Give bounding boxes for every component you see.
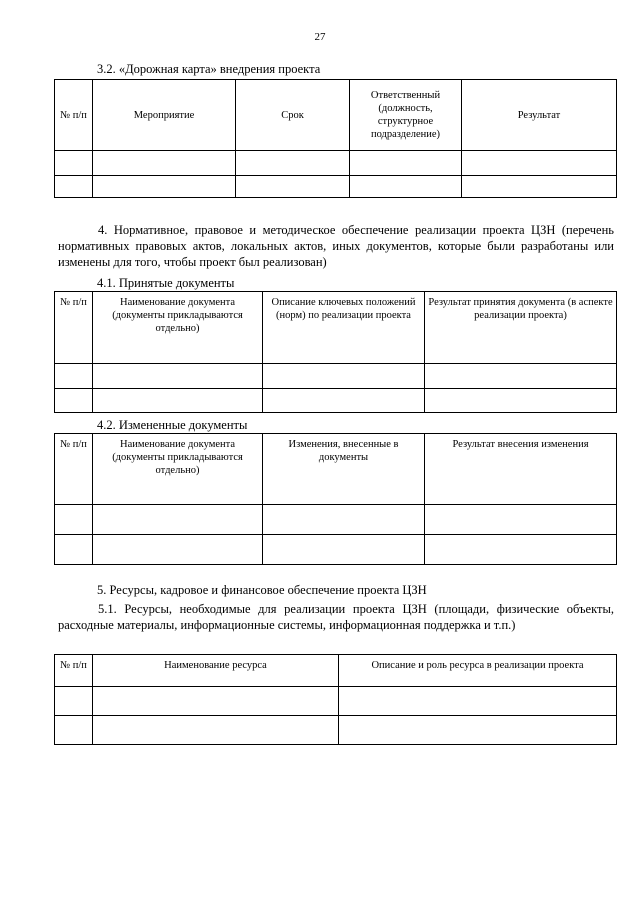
- table-cell[interactable]: [55, 151, 93, 176]
- table-cell[interactable]: [93, 364, 263, 389]
- header-cell: Описание ключевых положений (норм) по реализации проекта: [263, 292, 425, 364]
- roadmap-table: [54, 79, 617, 198]
- section-4-2-heading: 4.2. Измененные документы: [97, 418, 248, 432]
- table-cell[interactable]: [93, 505, 263, 535]
- table-cell[interactable]: [236, 176, 350, 198]
- header-cell: Мероприятие: [93, 80, 236, 151]
- table-cell[interactable]: [263, 505, 425, 535]
- section-5-1-paragraph: 5.1. Ресурсы, необходимые для реализации проекта ЦЗН (площади, физические объекты, расходные материалы, информационные системы, информационная поддержка и т.п.): [58, 602, 614, 632]
- section-4-1-heading: 4.1. Принятые документы: [97, 276, 235, 290]
- header-cell: Результат принятия документа (в аспекте реализации проекта): [425, 292, 617, 364]
- table-header-row: [55, 434, 617, 505]
- table-cell[interactable]: [425, 389, 617, 413]
- table-cell[interactable]: [263, 535, 425, 565]
- table-header-row: [55, 655, 617, 687]
- table-cell[interactable]: [339, 687, 617, 716]
- resources-table: [54, 654, 617, 745]
- table-cell[interactable]: [55, 505, 93, 535]
- table-row: [55, 716, 617, 745]
- table-cell[interactable]: [263, 389, 425, 413]
- table-header-row: [55, 80, 617, 151]
- table-cell[interactable]: [55, 687, 93, 716]
- header-cell: Изменения, внесенные в документы: [263, 434, 425, 505]
- header-cell: Наименование ресурса: [93, 655, 339, 687]
- table-cell[interactable]: [236, 151, 350, 176]
- header-cell: Срок: [236, 80, 350, 151]
- table-cell[interactable]: [425, 535, 617, 565]
- header-cell: № п/п: [55, 292, 93, 364]
- section-4-paragraph: 4. Нормативное, правовое и методическое обеспечение реализации проекта ЦЗН (перечень нормативных правовых актов, локальных актов, иных документов, которые были разработаны или изменены для того, чтобы проект был реализован): [58, 223, 614, 269]
- table-row: [55, 364, 617, 389]
- table-cell[interactable]: [55, 176, 93, 198]
- table-cell[interactable]: [55, 535, 93, 565]
- table-cell[interactable]: [462, 151, 617, 176]
- changed-documents-table: [54, 433, 617, 565]
- page-number: 27: [314, 31, 326, 43]
- table-cell[interactable]: [93, 535, 263, 565]
- header-cell: № п/п: [55, 655, 93, 687]
- header-cell: № п/п: [55, 434, 93, 505]
- header-cell: Описание и роль ресурса в реализации проекта: [339, 655, 617, 687]
- table-cell[interactable]: [462, 176, 617, 198]
- header-cell: № п/п: [55, 80, 93, 151]
- header-cell: Ответственный (должность, структурное подразделение): [350, 80, 462, 151]
- header-cell: Результат: [462, 80, 617, 151]
- table-cell[interactable]: [425, 505, 617, 535]
- header-cell: Наименование документа (документы прикладываются отдельно): [93, 292, 263, 364]
- table-cell[interactable]: [93, 389, 263, 413]
- table-row: [55, 176, 617, 198]
- adopted-documents-table: [54, 291, 617, 413]
- table-row: [55, 389, 617, 413]
- table-cell[interactable]: [93, 151, 236, 176]
- table-row: [55, 505, 617, 535]
- table-cell[interactable]: [350, 176, 462, 198]
- table-cell[interactable]: [55, 364, 93, 389]
- table-row: [55, 535, 617, 565]
- table-cell[interactable]: [55, 389, 93, 413]
- table-row: [55, 687, 617, 716]
- table-row: [55, 151, 617, 176]
- table-cell[interactable]: [339, 716, 617, 745]
- section-5-heading: 5. Ресурсы, кадровое и финансовое обеспечение проекта ЦЗН: [97, 583, 427, 597]
- header-cell: Наименование документа (документы прикладываются отдельно): [93, 434, 263, 505]
- table-cell[interactable]: [425, 364, 617, 389]
- table-cell[interactable]: [55, 716, 93, 745]
- table-cell[interactable]: [350, 151, 462, 176]
- table-cell[interactable]: [263, 364, 425, 389]
- table-header-row: [55, 292, 617, 364]
- table-cell[interactable]: [93, 716, 339, 745]
- section-3-2-heading: 3.2. «Дорожная карта» внедрения проекта: [97, 62, 321, 76]
- header-cell: Результат внесения изменения: [425, 434, 617, 505]
- table-cell[interactable]: [93, 687, 339, 716]
- table-cell[interactable]: [93, 176, 236, 198]
